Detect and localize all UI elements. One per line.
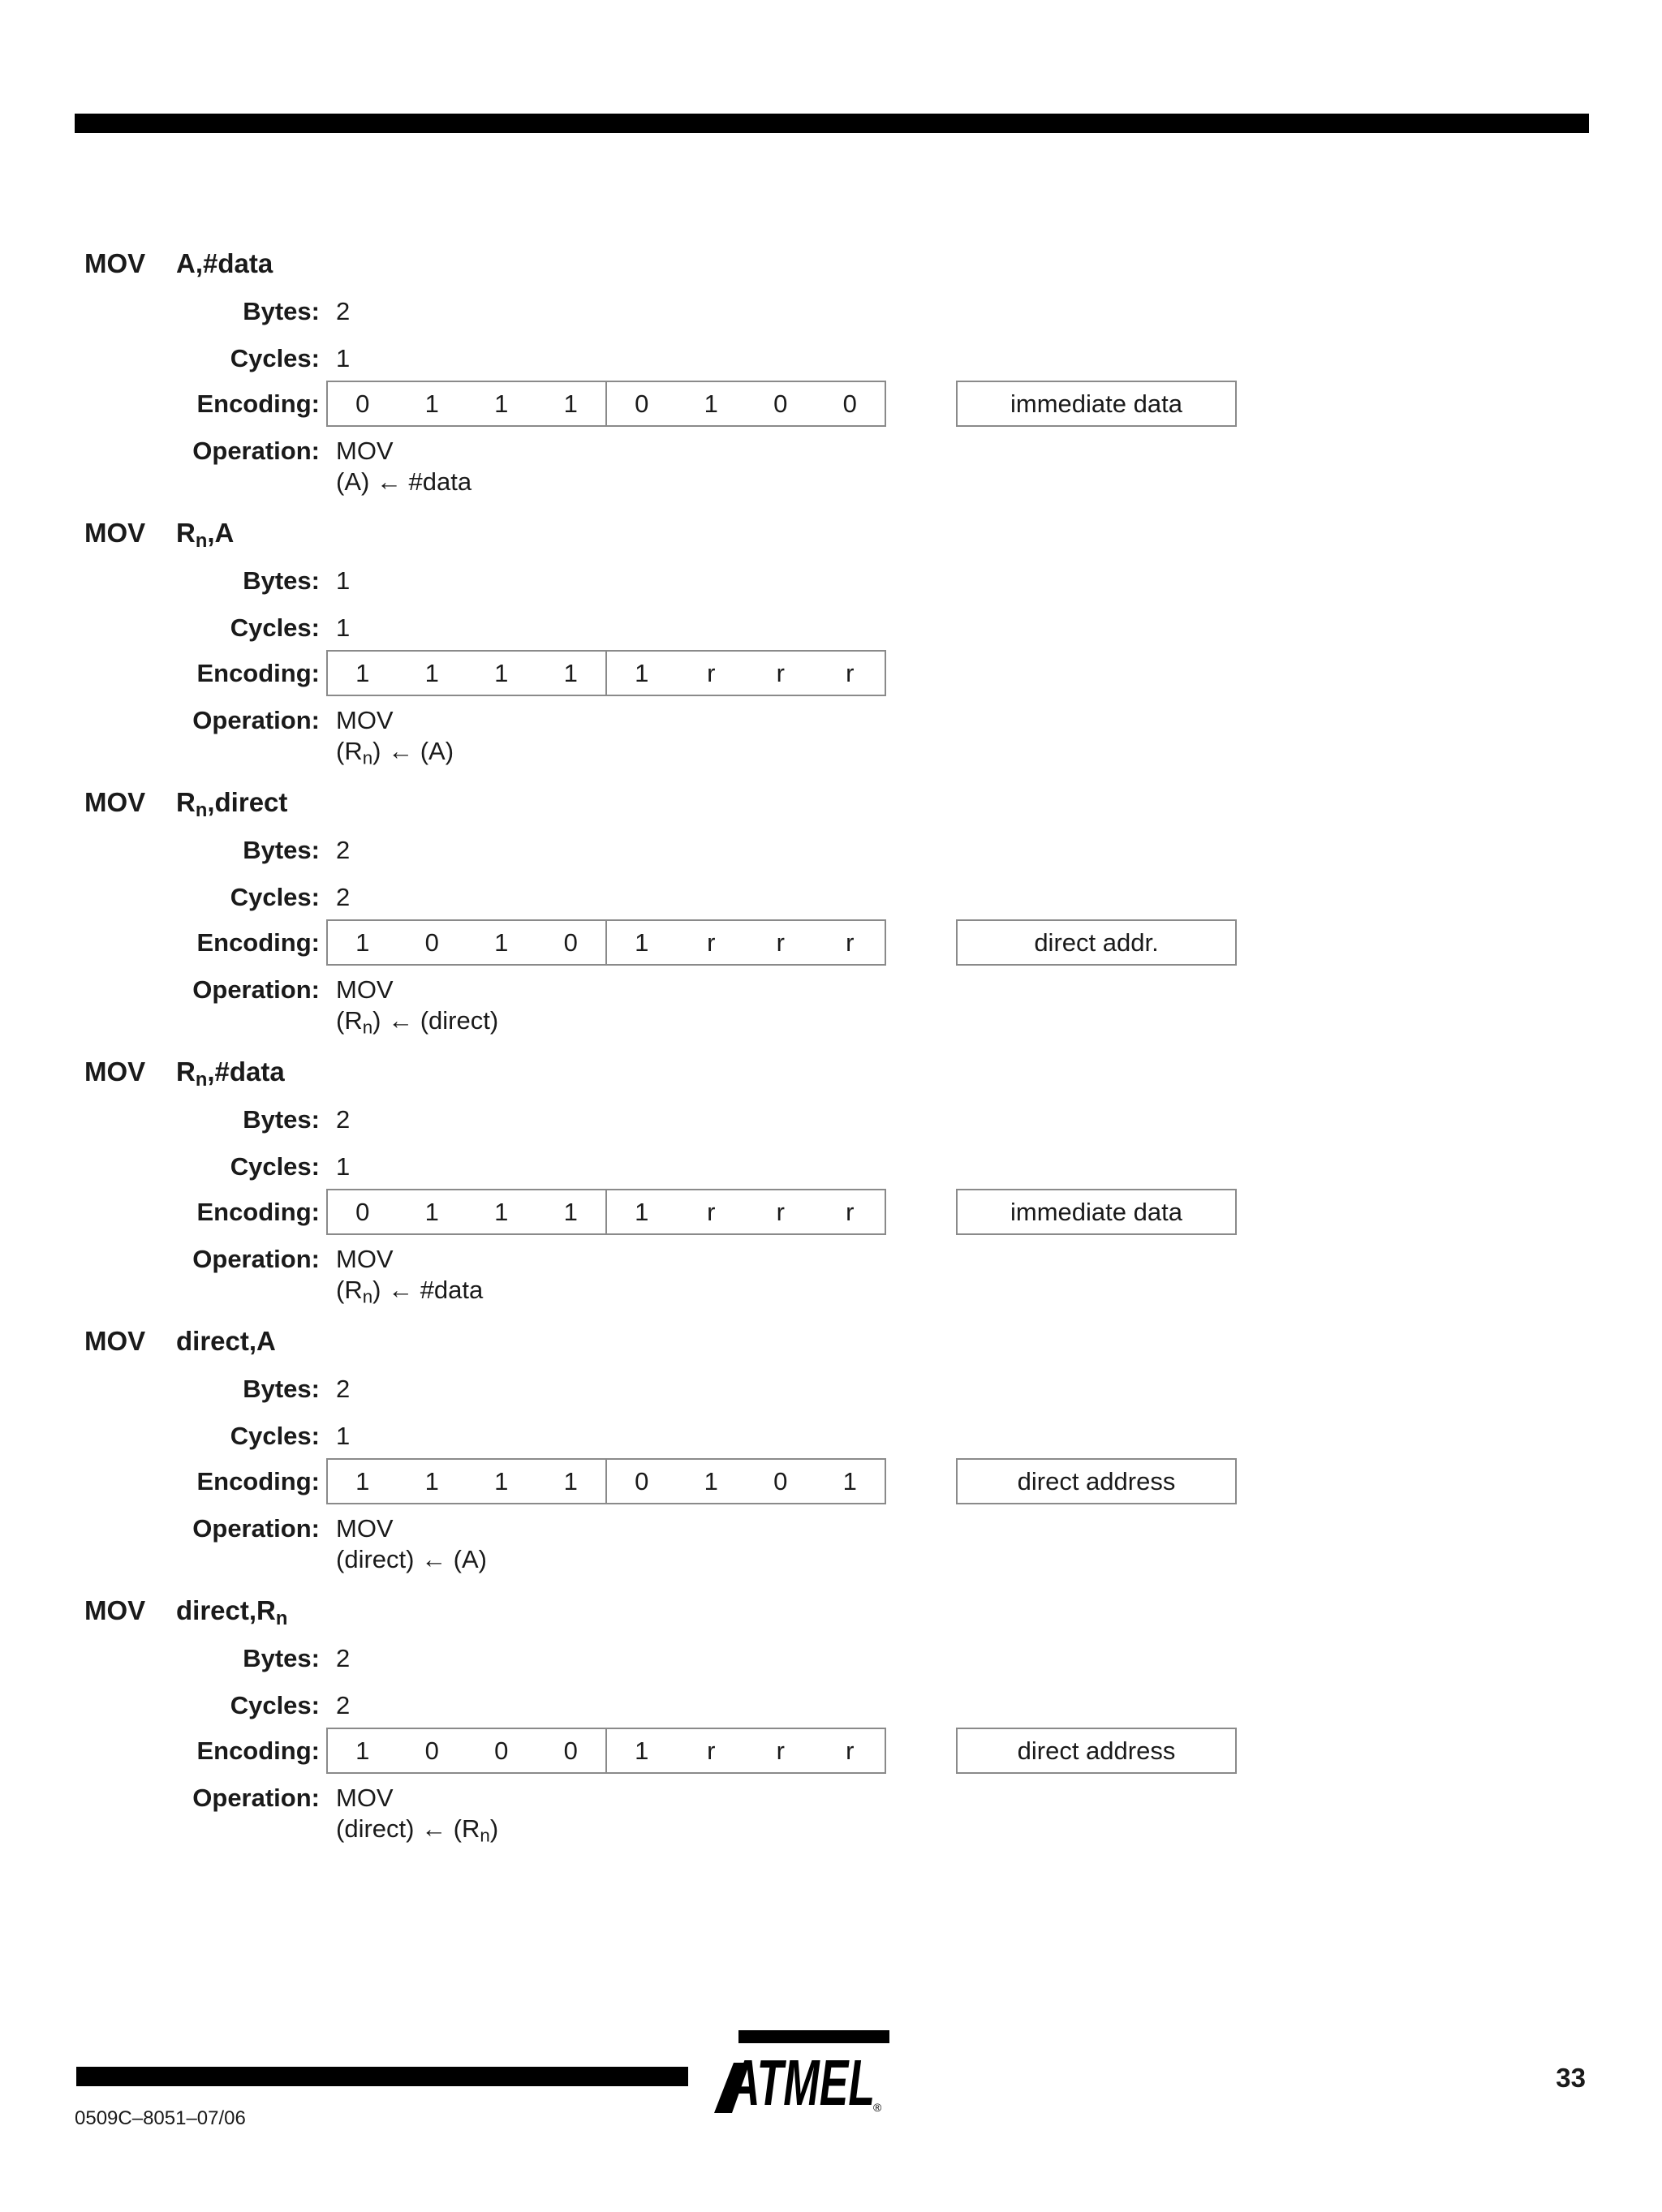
cycles-label: Cycles: [230, 344, 320, 372]
encoding-bit: 1 [635, 927, 649, 957]
bytes-label: Bytes: [243, 836, 320, 864]
encoding-bit: 1 [494, 1197, 509, 1226]
encoding-bit: 1 [635, 658, 649, 687]
encoding-bit: 1 [635, 1197, 649, 1226]
instruction-section [0, 1057, 1662, 1307]
bytes-value: 2 [336, 1375, 351, 1403]
encoding-bit: r [707, 1736, 716, 1765]
encoding-bit: 1 [355, 1736, 370, 1765]
encoding-box [326, 650, 886, 696]
operation-label: Operation: [192, 1245, 320, 1273]
encoding-bit: 0 [355, 389, 370, 418]
encoding-bit: 0 [355, 1197, 370, 1226]
encoding-bit: r [776, 1197, 785, 1226]
encoding-nibble [605, 1190, 885, 1233]
operation-name: MOV [336, 706, 394, 734]
encoding-bit: r [846, 927, 855, 957]
encoding-bit: r [846, 1197, 855, 1226]
encoding-bit: 1 [424, 1197, 439, 1226]
cycles-label: Cycles: [230, 1152, 320, 1181]
encoding-nibble [328, 1729, 605, 1772]
encoding-label: Encoding: [196, 659, 320, 687]
operand-field-box: immediate data [956, 1189, 1237, 1235]
bytes-label: Bytes: [243, 1644, 320, 1672]
cycles-label: Cycles: [230, 1691, 320, 1719]
encoding-bit: 0 [635, 1466, 649, 1495]
operation-name: MOV [336, 437, 394, 465]
encoding-label: Encoding: [196, 1198, 320, 1226]
encoding-nibble [328, 652, 605, 695]
operand-field-box: direct address [956, 1458, 1237, 1504]
encoding-bit: r [707, 658, 716, 687]
encoding-bit: 1 [563, 1197, 578, 1226]
bytes-label: Bytes: [243, 297, 320, 325]
encoding-bit: r [707, 927, 716, 957]
operand: A,#data [176, 248, 273, 278]
instruction-title [84, 518, 235, 552]
instruction-title [84, 787, 288, 821]
encoding-bit: 0 [494, 1736, 509, 1765]
encoding-bit: r [707, 1197, 716, 1226]
encoding-box [326, 919, 886, 966]
encoding-bit: 1 [842, 1466, 857, 1495]
operation-label: Operation: [192, 706, 320, 734]
encoding-nibble [605, 1460, 885, 1503]
encoding-bit: 1 [563, 658, 578, 687]
instruction-title [84, 1057, 285, 1091]
operation-expression: $(R_n)$ ← (direct) [336, 1006, 499, 1038]
mnemonic: MOV [84, 787, 146, 817]
bytes-label: Bytes: [243, 1375, 320, 1403]
operation-expression: $(R_n)$ ← #data [336, 1276, 484, 1307]
operand: $R_n,\#data$ [176, 1057, 285, 1091]
encoding-bit: 1 [563, 1466, 578, 1495]
encoding-bit: 1 [424, 658, 439, 687]
encoding-bit: r [776, 658, 785, 687]
operand: $R_n,A$ [176, 518, 235, 552]
cycles-value: 1 [336, 1422, 351, 1450]
operation-expression: (direct) ← (A) [336, 1545, 487, 1573]
mnemonic: MOV [84, 1326, 146, 1356]
encoding-bit: 1 [704, 389, 718, 418]
instruction-section [0, 518, 1662, 768]
encoding-nibble [328, 1460, 605, 1503]
bytes-label: Bytes: [243, 1105, 320, 1134]
operation-expression: $(R_n)$ ← (A) [336, 737, 454, 768]
encoding-box [326, 1728, 886, 1774]
instruction-title [84, 248, 273, 279]
encoding-bit: 0 [773, 389, 788, 418]
encoding-bit: 1 [563, 389, 578, 418]
cycles-value: 1 [336, 344, 351, 372]
bytes-value: 1 [336, 566, 351, 595]
encoding-nibble [328, 1190, 605, 1233]
operand: direct,A [176, 1326, 276, 1356]
encoding-box [326, 1458, 886, 1504]
cycles-value: 1 [336, 613, 351, 642]
logo-text: ATMEL [727, 2046, 875, 2113]
encoding-nibble [605, 1729, 885, 1772]
encoding-nibble [605, 652, 885, 695]
encoding-bit: 0 [842, 389, 857, 418]
operand-field-box: immediate data [956, 381, 1237, 427]
encoding-bit: 1 [494, 927, 509, 957]
cycles-value: 2 [336, 883, 351, 911]
encoding-label: Encoding: [196, 1467, 320, 1495]
mnemonic: MOV [84, 1595, 146, 1625]
encoding-bit: r [776, 927, 785, 957]
operand: $direct,R_n$ [176, 1595, 288, 1629]
svg-text:®: ® [873, 2101, 882, 2113]
encoding-bit: 0 [563, 927, 578, 957]
instruction-title [84, 1326, 276, 1357]
footer-rule [76, 2067, 688, 2086]
cycles-value: 1 [336, 1152, 351, 1181]
operation-label: Operation: [192, 1784, 320, 1812]
page-number: 33 [1556, 2063, 1586, 2093]
encoding-bit: 1 [424, 389, 439, 418]
encoding-bit: 0 [424, 927, 439, 957]
encoding-box [326, 381, 886, 427]
encoding-nibble [328, 382, 605, 425]
bytes-value: 2 [336, 1105, 351, 1134]
operation-label: Operation: [192, 975, 320, 1004]
encoding-bit: 1 [704, 1466, 718, 1495]
cycles-label: Cycles: [230, 1422, 320, 1450]
instruction-section [0, 1595, 1662, 1846]
cycles-value: 2 [336, 1691, 351, 1719]
encoding-bit: r [846, 1736, 855, 1765]
bytes-label: Bytes: [243, 566, 320, 595]
operation-name: MOV [336, 1514, 394, 1543]
operation-label: Operation: [192, 437, 320, 465]
bytes-value: 2 [336, 297, 351, 325]
operand: $R_n,direct$ [176, 787, 288, 821]
operand-field-box: direct address [956, 1728, 1237, 1774]
encoding-bit: 1 [355, 658, 370, 687]
encoding-bit: 0 [773, 1466, 788, 1495]
instruction-section [0, 787, 1662, 1038]
bytes-value: 2 [336, 836, 351, 864]
cycles-label: Cycles: [230, 613, 320, 642]
encoding-bit: r [776, 1736, 785, 1765]
header-rule [75, 114, 1589, 133]
operation-expression: (A) ← #data [336, 467, 472, 496]
instruction-section [0, 248, 1662, 496]
encoding-bit: 1 [424, 1466, 439, 1495]
instruction-section [0, 1326, 1662, 1573]
encoding-nibble [605, 921, 885, 964]
encoding-label: Encoding: [196, 389, 320, 418]
mnemonic: MOV [84, 248, 146, 278]
encoding-bit: 0 [563, 1736, 578, 1765]
encoding-bit: 1 [494, 658, 509, 687]
operation-name: MOV [336, 1245, 394, 1273]
bytes-value: 2 [336, 1644, 351, 1672]
instruction-title [84, 1595, 288, 1629]
encoding-box [326, 1189, 886, 1235]
encoding-bit: 1 [355, 1466, 370, 1495]
encoding-bit: r [846, 658, 855, 687]
encoding-bit: 0 [635, 389, 649, 418]
encoding-bit: 1 [355, 927, 370, 957]
encoding-nibble [328, 921, 605, 964]
atmel-logo [714, 2030, 889, 2113]
encoding-bit: 1 [494, 1466, 509, 1495]
operand-field-box: direct addr. [956, 919, 1237, 966]
encoding-label: Encoding: [196, 928, 320, 957]
operation-name: MOV [336, 975, 394, 1004]
encoding-bit: 0 [424, 1736, 439, 1765]
encoding-bit: 1 [635, 1736, 649, 1765]
operation-label: Operation: [192, 1514, 320, 1543]
mnemonic: MOV [84, 518, 146, 548]
doc-number: 0509C–8051–07/06 [75, 2107, 246, 2129]
encoding-label: Encoding: [196, 1736, 320, 1765]
mnemonic: MOV [84, 1057, 146, 1087]
encoding-nibble [605, 382, 885, 425]
operation-expression: (direct) ← $(R_n)$ [336, 1814, 499, 1846]
operation-name: MOV [336, 1784, 394, 1812]
encoding-bit: 1 [494, 389, 509, 418]
cycles-label: Cycles: [230, 883, 320, 911]
